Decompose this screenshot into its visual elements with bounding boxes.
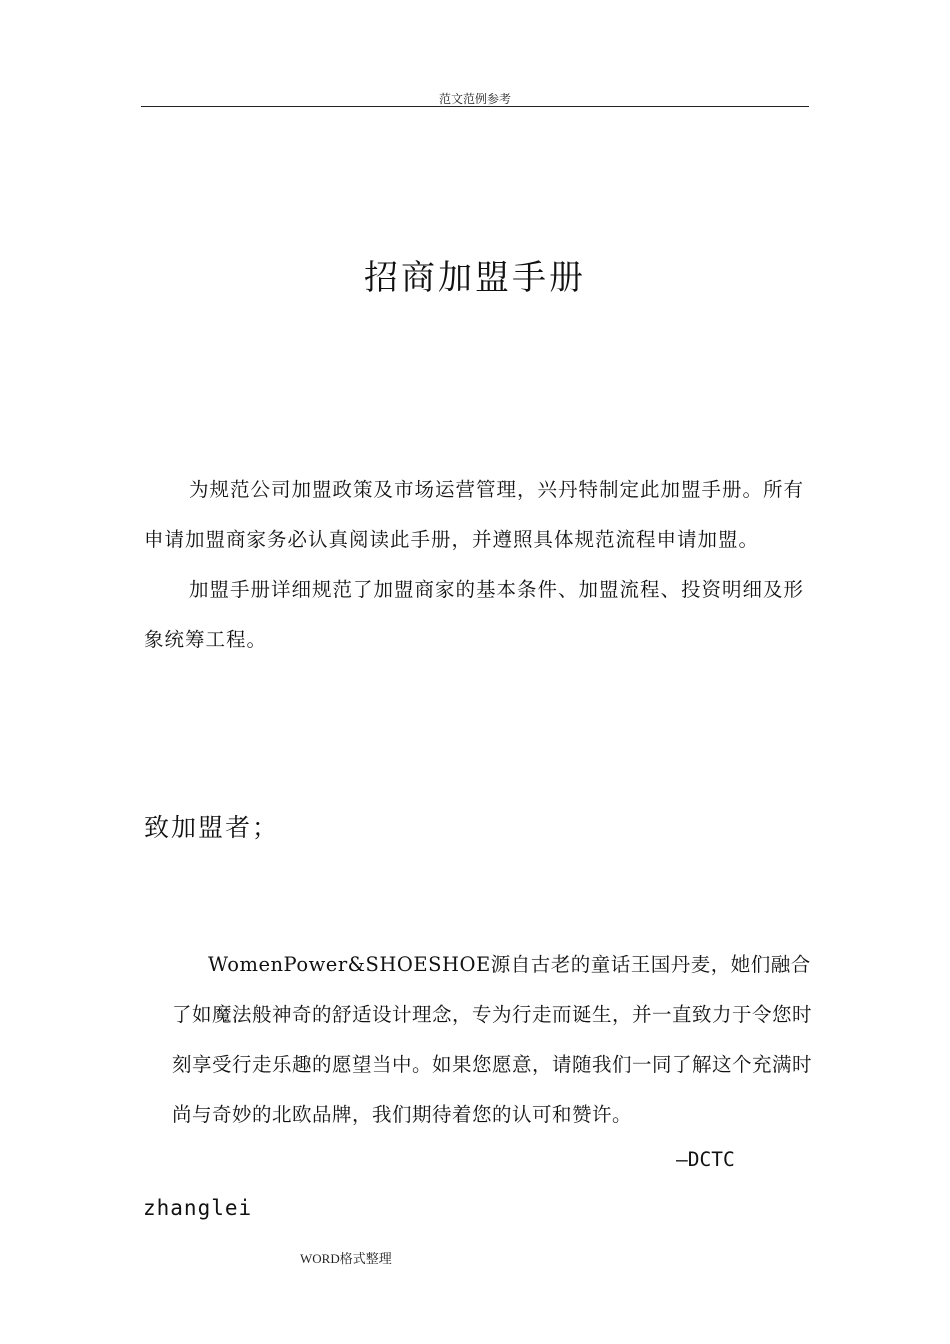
intro-paragraph-1: 为规范公司加盟政策及市场运营管理，兴丹特制定此加盟手册。所有申请加盟商家务必认真阅读此手册，并遵照具体规范流程申请加盟。 — [144, 478, 805, 551]
intro-section — [144, 465, 812, 665]
letter-section — [172, 940, 812, 1140]
signature-name: zhanglei — [143, 1196, 253, 1220]
page-header: 范文范例参考 — [438, 92, 511, 106]
letter-heading: 致加盟者； — [144, 813, 280, 842]
page-footer: WORD格式整理 — [300, 1251, 392, 1266]
signature-org: —DCTC — [676, 1148, 735, 1171]
document-title: 招商加盟手册 — [364, 258, 586, 298]
intro-paragraph-2: 加盟手册详细规范了加盟商家的基本条件、加盟流程、投资明细及形象统筹工程。 — [144, 578, 805, 651]
letter-body: WomenPower&SHOESHOE源自古老的童话王国丹麦，她们融合了如魔法般神奇的舒适设计理念，专为行走而诞生，并一直致力于令您时刻享受行走乐趣的愿望当中。如果您愿意，请随我们一同了解这个充满时尚与奇妙的北欧品牌，我们期待着您的认可和赞许。 — [172, 953, 813, 1126]
header-divider — [141, 106, 809, 107]
